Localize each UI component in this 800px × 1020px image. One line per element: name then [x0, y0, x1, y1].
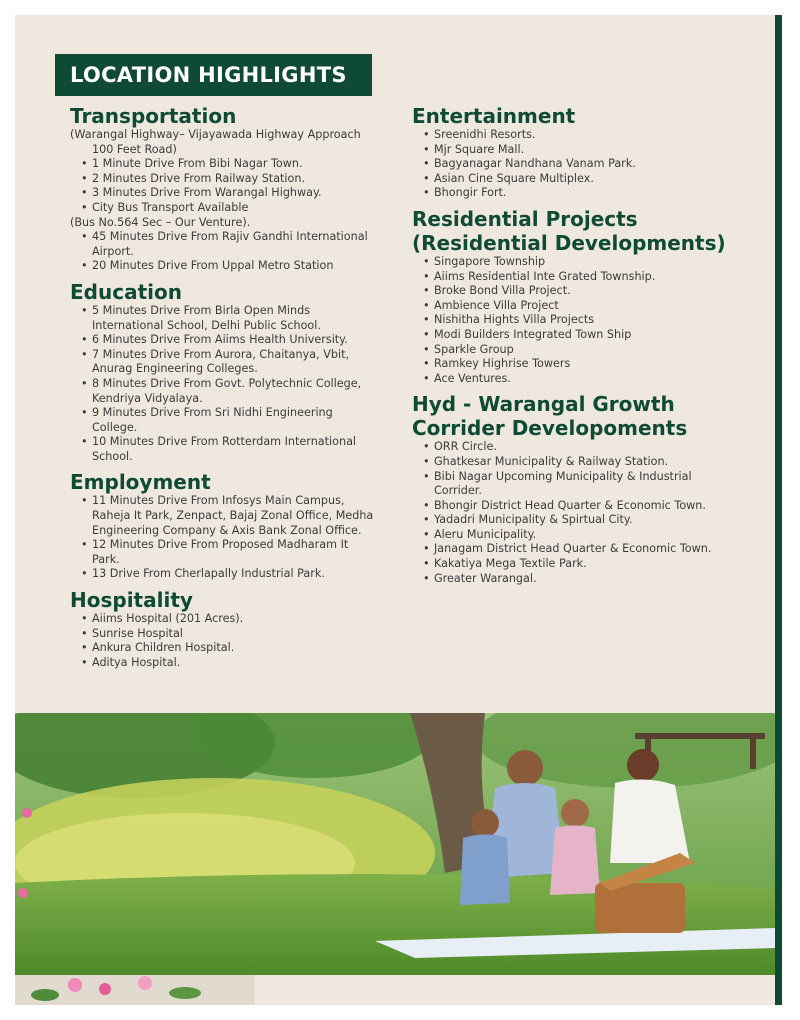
list-item — [70, 406, 375, 435]
bullet-icon: • — [81, 567, 88, 581]
bullet-icon: • — [423, 269, 430, 283]
list-item — [70, 538, 375, 567]
list-item-text: Ramkey Highrise Towers — [434, 357, 571, 371]
list-item — [412, 328, 742, 343]
list-item-text: Bhongir Fort. — [434, 186, 507, 200]
bullet-icon: • — [423, 454, 430, 468]
list-item-text: Ankura Children Hospital. — [92, 641, 235, 655]
right-border-bar — [775, 15, 782, 1005]
list-item — [70, 230, 375, 259]
list-item-text: Ace Ventures. — [434, 371, 511, 385]
list-item-text: 12 Minutes Drive From Proposed Madharam It Park. — [92, 538, 349, 566]
list-item — [412, 499, 742, 514]
section-title-hospitality: Hospitality — [70, 588, 193, 613]
list-item-text: Ghatkesar Municipality & Railway Station. — [434, 454, 669, 468]
list-item-text: 10 Minutes Drive From Rotterdam International School. — [92, 435, 357, 463]
list-item-text: Sreenidhi Resorts. — [434, 128, 536, 141]
list-item — [70, 641, 375, 656]
list-item — [412, 299, 742, 314]
list-item — [412, 470, 742, 499]
bullet-icon: • — [81, 186, 88, 200]
list-item-text: ORR Circle. — [434, 440, 497, 454]
flower-decoration — [15, 975, 775, 1005]
bullet-icon: • — [423, 469, 430, 483]
list-item — [70, 186, 375, 201]
list-item-text: Sparkle Group — [434, 342, 514, 356]
list-item-text: Broke Bond Villa Project. — [434, 284, 571, 298]
bullet-icon: • — [81, 200, 88, 214]
bullet-icon: • — [423, 440, 430, 454]
list-item-text: Aleru Municipality. — [434, 527, 537, 541]
bullet-icon: • — [423, 142, 430, 156]
section-list — [412, 440, 742, 586]
bullet-icon: • — [423, 284, 430, 298]
list-item — [412, 143, 742, 158]
section-title-employment: Employment — [70, 470, 211, 495]
list-item — [412, 284, 742, 299]
bullet-icon: • — [423, 527, 430, 541]
list-item-text: 2 Minutes Drive From Railway Station. — [92, 171, 306, 185]
list-item — [412, 542, 742, 557]
list-item — [70, 377, 375, 406]
list-item-text: Singapore Township — [434, 254, 546, 268]
list-item-text: Mjr Square Mall. — [434, 142, 525, 156]
list-item-text: Bagyanagar Nandhana Vanam Park. — [434, 157, 636, 171]
list-item-text: Bhongir District Head Quarter & Economic Town. — [434, 498, 706, 512]
list-item — [412, 528, 742, 543]
section-list — [70, 128, 375, 274]
list-item-text: Janagam District Head Quarter & Economic Town. — [434, 542, 712, 556]
list-item-text: 11 Minutes Drive From Infosys Main Campus, Raheja It Park, Zenpact, Bajaj Zonal Office, Medha Engineering Company & Axis Bank Zonal Office. — [92, 494, 374, 537]
list-item — [70, 304, 375, 333]
list-item — [412, 270, 742, 285]
list-item — [412, 513, 742, 528]
list-item-text: 20 Minutes Drive From Uppal Metro Station — [92, 259, 334, 273]
list-item — [412, 455, 742, 470]
list-item — [70, 612, 375, 627]
bullet-icon: • — [81, 303, 88, 317]
bullet-icon: • — [423, 298, 430, 312]
bullet-icon: • — [81, 259, 88, 273]
section-list — [70, 304, 375, 465]
list-item — [70, 435, 375, 464]
section-list — [70, 494, 375, 582]
bullet-icon: • — [81, 230, 88, 244]
bullet-icon: • — [423, 371, 430, 385]
bullet-icon: • — [423, 186, 430, 200]
list-item-text: 3 Minutes Drive From Warangal Highway. — [92, 186, 322, 200]
list-item — [70, 627, 375, 642]
list-item — [412, 557, 742, 572]
bullet-icon: • — [81, 494, 88, 508]
left-column — [70, 104, 375, 676]
bullet-icon: • — [423, 128, 430, 141]
list-item-text: Modi Builders Integrated Town Ship — [434, 327, 632, 341]
bullet-icon: • — [81, 655, 88, 669]
bullet-icon: • — [423, 498, 430, 512]
right-column — [412, 104, 742, 592]
list-item — [70, 567, 375, 582]
list-item-text: Asian Cine Square Multiplex. — [434, 171, 594, 185]
bullet-icon: • — [81, 435, 88, 449]
section-title-hyd-warangal: Hyd - Warangal Growth Corrider Developoments — [412, 392, 688, 441]
section-title-transportation: Transportation — [70, 104, 237, 128]
list-item — [412, 128, 742, 143]
bottom-flower-strip — [15, 975, 775, 1005]
list-item-text: 5 Minutes Drive From Birla Open Minds International School, Delhi Public School. — [92, 303, 321, 332]
bullet-icon: • — [81, 612, 88, 626]
list-item — [412, 313, 742, 328]
list-item-text: Nishitha Hights Villa Projects — [434, 313, 595, 327]
list-item-text: Greater Warangal. — [434, 571, 537, 585]
list-item-text: Ambience Villa Project — [434, 298, 559, 312]
list-item — [412, 157, 742, 172]
section-title-residential-projects: Residential Projects (Residential Developments) — [412, 206, 726, 255]
family-picnic-photo — [15, 713, 775, 975]
list-item — [70, 259, 375, 274]
list-item — [70, 201, 375, 216]
bullet-icon: • — [81, 376, 88, 390]
list-item — [412, 255, 742, 270]
bullet-icon: • — [423, 171, 430, 185]
list-item-text: 8 Minutes Drive From Govt. Polytechnic College, Kendriya Vidyalaya. — [92, 376, 362, 405]
list-item-text: Yadadri Municipality & Spirtual City. — [434, 513, 633, 527]
bullet-icon: • — [81, 641, 88, 655]
bullet-icon: • — [81, 626, 88, 640]
bullet-icon: • — [81, 333, 88, 347]
bullet-icon: • — [81, 347, 88, 361]
list-item — [70, 128, 375, 157]
list-item — [70, 494, 375, 538]
bullet-icon: • — [423, 542, 430, 556]
bullet-icon: • — [81, 538, 88, 552]
bullet-icon: • — [423, 513, 430, 527]
list-item-text: 6 Minutes Drive From Aiims Health University. — [92, 333, 348, 347]
list-item-text: 1 Minute Drive From Bibi Nagar Town. — [92, 157, 303, 171]
list-item-text: Kakatiya Mega Textile Park. — [434, 557, 587, 571]
section-list — [412, 128, 742, 201]
list-item-text: Bibi Nagar Upcoming Municipality & Industrial Corrider. — [434, 469, 692, 498]
section-list — [70, 612, 375, 670]
list-item — [70, 172, 375, 187]
list-item — [412, 357, 742, 372]
bullet-icon: • — [81, 406, 88, 420]
list-item — [412, 572, 742, 587]
list-item — [70, 656, 375, 671]
picnic-illustration — [15, 713, 775, 975]
bullet-icon: • — [423, 357, 430, 371]
list-item-text: Sunrise Hospital — [92, 626, 183, 640]
section-title-education: Education — [70, 279, 182, 304]
list-item-text: (Bus No.564 Sec – Our Venture). — [70, 215, 251, 229]
location-highlights-banner: LOCATION HIGHLIGHTS — [55, 54, 372, 96]
bullet-icon: • — [423, 327, 430, 341]
bullet-icon: • — [423, 254, 430, 268]
section-title-entertainment: Entertainment — [412, 104, 576, 128]
list-item — [412, 440, 742, 455]
list-item-text: 7 Minutes Drive From Aurora, Chaitanya, Vbit, Anurag Engineering Colleges. — [92, 347, 350, 376]
list-item — [412, 172, 742, 187]
list-item — [70, 157, 375, 172]
bullet-icon: • — [423, 342, 430, 356]
list-item-text: Aiims Residential Inte Grated Township. — [434, 269, 656, 283]
list-item — [412, 186, 742, 201]
list-item-text: 9 Minutes Drive From Sri Nidhi Engineering College. — [92, 406, 333, 434]
bullet-icon: • — [423, 157, 430, 171]
bullet-icon: • — [81, 157, 88, 171]
list-item-text: (Warangal Highway– Vijayawada Highway Approach 100 Feet Road) — [70, 128, 361, 156]
list-item — [412, 343, 742, 358]
bullet-icon: • — [423, 557, 430, 571]
bullet-icon: • — [423, 571, 430, 585]
list-item — [412, 372, 742, 387]
list-item-text: 13 Drive From Cherlapally Industrial Park. — [92, 567, 325, 581]
bullet-icon: • — [81, 171, 88, 185]
list-item — [70, 216, 375, 231]
bullet-icon: • — [423, 313, 430, 327]
list-item — [70, 348, 375, 377]
list-item-text: Aiims Hospital (201 Acres). — [92, 612, 244, 626]
list-item-text: City Bus Transport Available — [92, 200, 249, 214]
section-list — [412, 255, 742, 386]
list-item-text: Aditya Hospital. — [92, 655, 181, 669]
list-item — [70, 333, 375, 348]
list-item-text: 45 Minutes Drive From Rajiv Gandhi International Airport. — [92, 230, 368, 258]
